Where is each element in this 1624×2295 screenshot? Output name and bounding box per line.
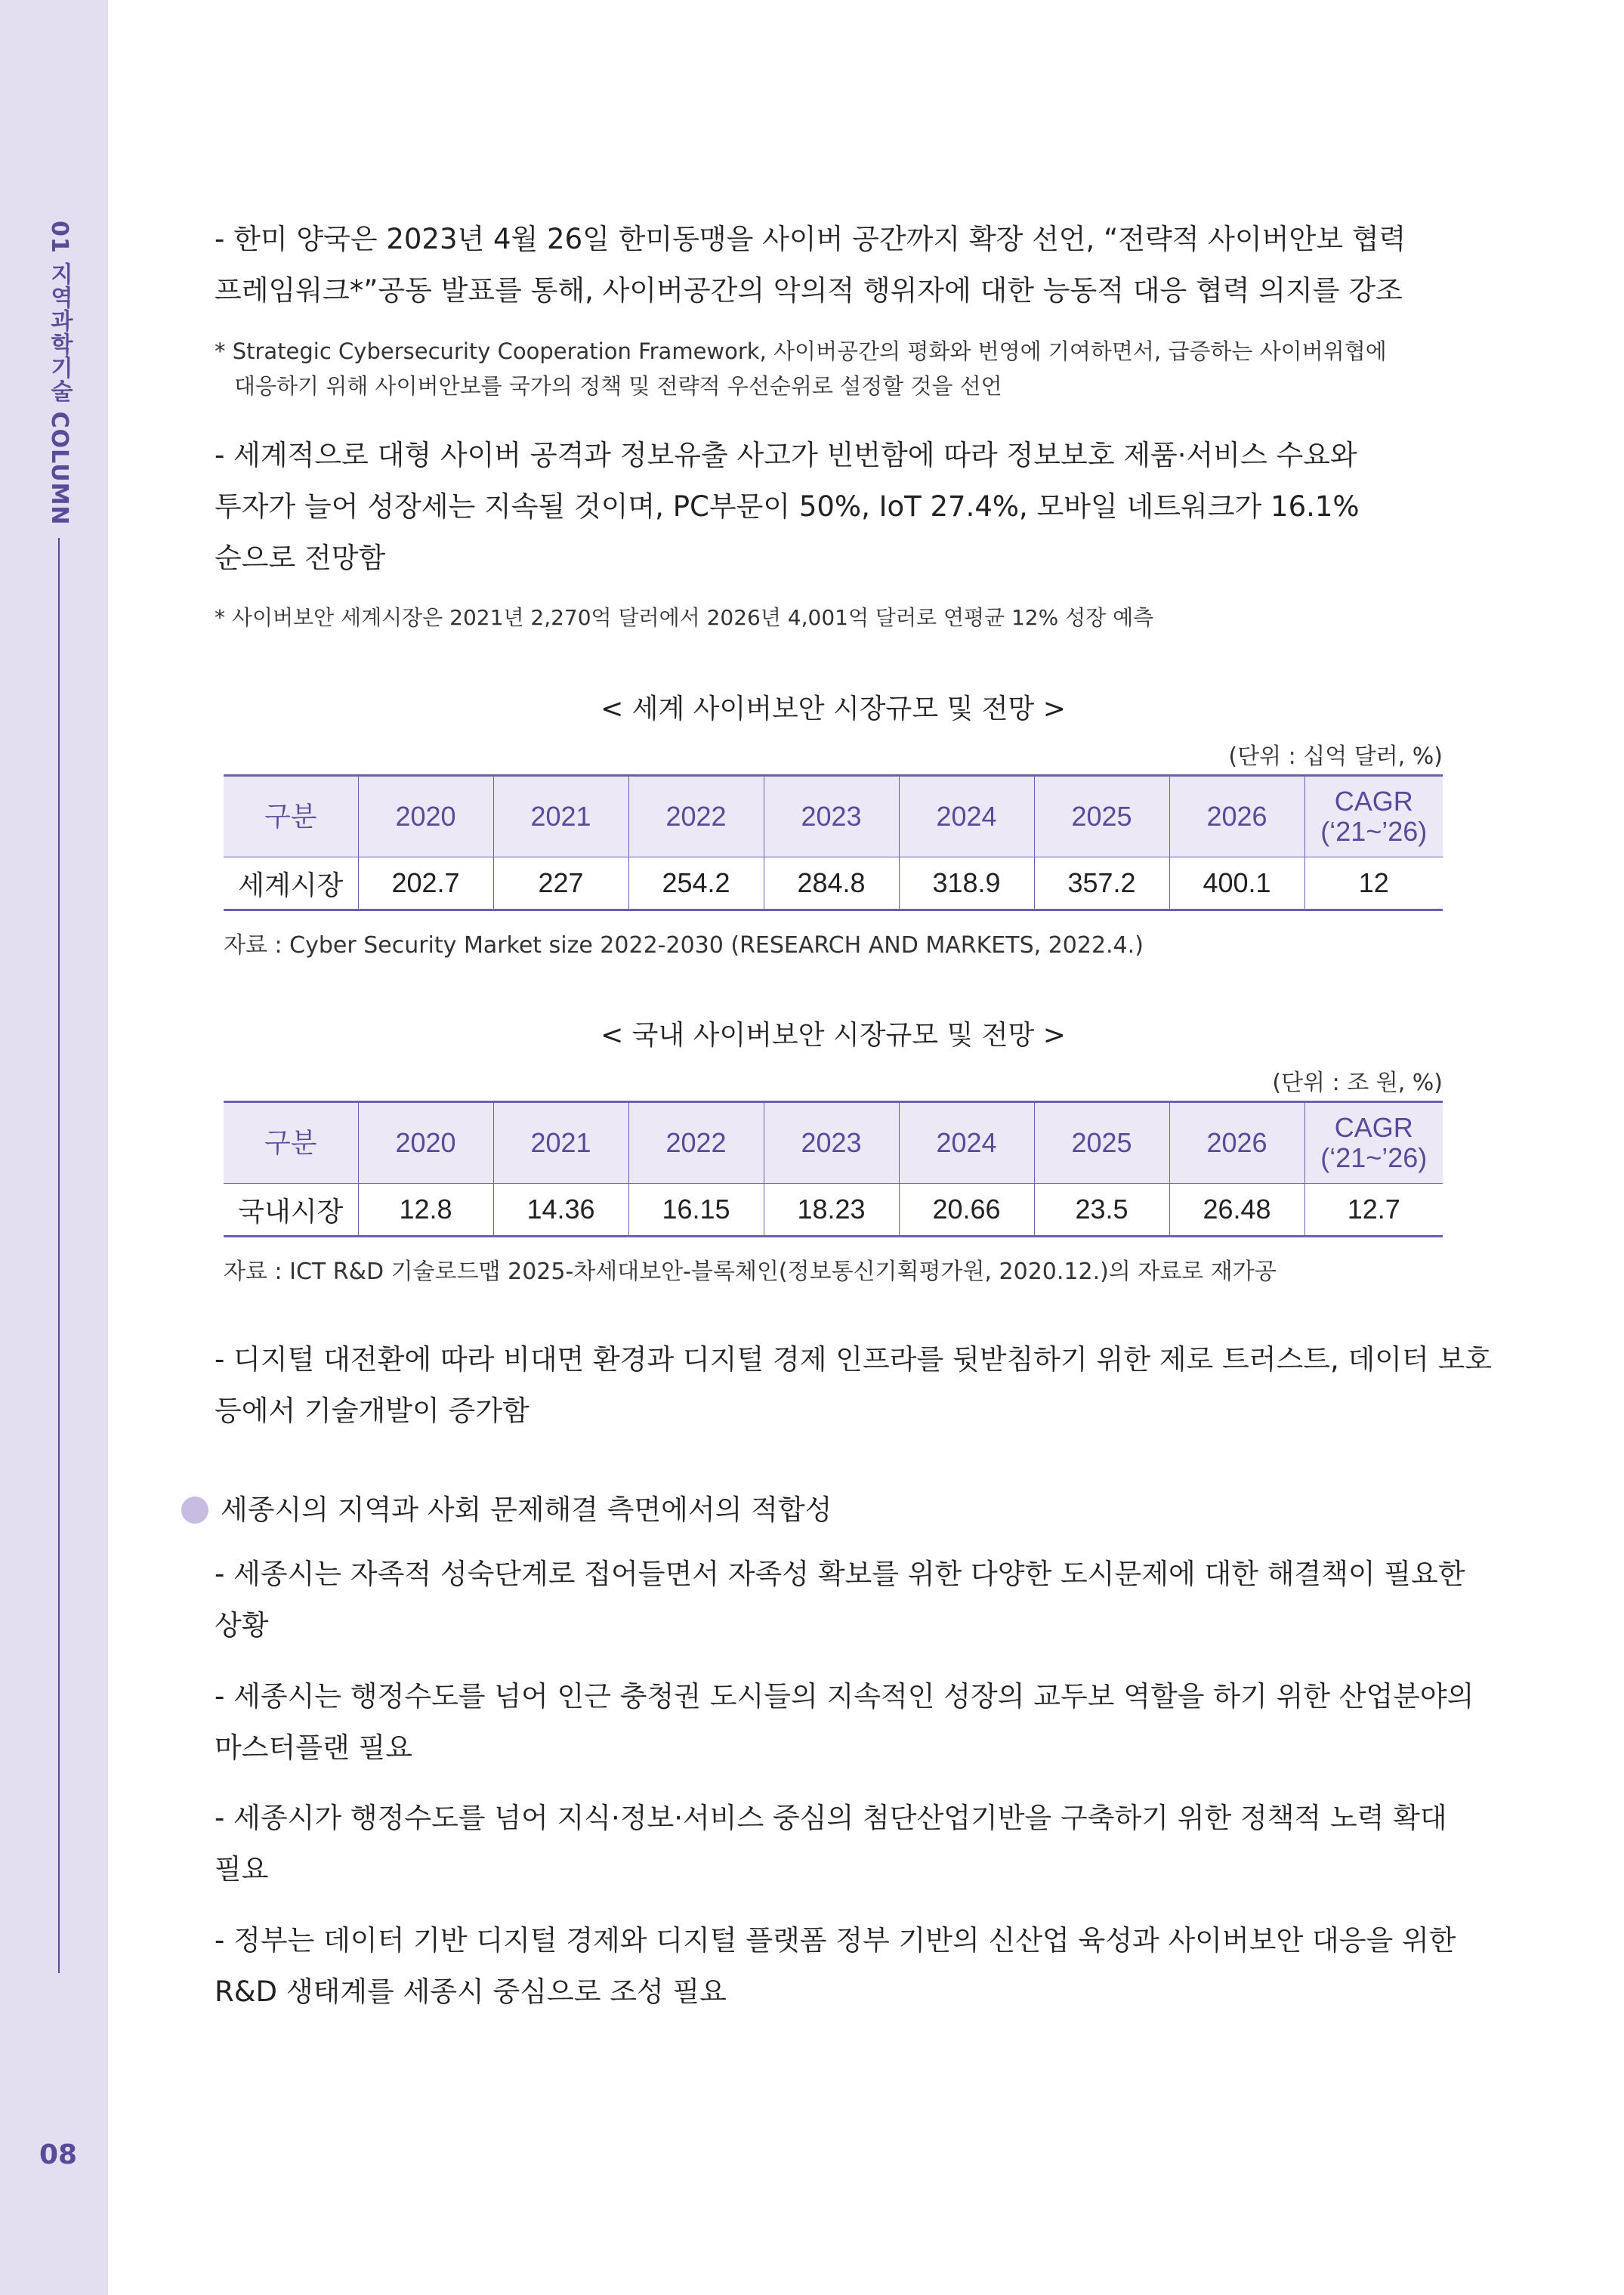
table-world-source: 자료 : Cyber Security Market size 2022-2030 (RESEARCH AND MARKETS, 2022.4.) (224, 932, 1144, 959)
header-category: 구분 (224, 776, 358, 857)
header-year: 2025 (1034, 776, 1169, 857)
cell-value: 12.8 (358, 1184, 493, 1237)
cell-value: 284.8 (764, 857, 899, 910)
cell-value: 26.48 (1169, 1184, 1304, 1237)
bullet-line: 순으로 전망함 (215, 542, 386, 574)
sidebar (0, 0, 108, 2295)
bullet-line: - 한미 양국은 2023년 4월 26일 한미동맹을 사이버 공간까지 확장 선언, “전략적 사이버안보 협력 (215, 223, 1406, 255)
table-header-row (224, 776, 1443, 857)
bullet-line: R&D 생태계를 세종시 중심으로 조성 필요 (215, 1975, 727, 2008)
table-row (224, 1184, 1443, 1237)
table-domestic-title: < 국내 사이버보안 시장규모 및 전망 > (601, 1020, 1066, 1051)
header-year: 2024 (899, 776, 1034, 857)
bullet-line: - 디지털 대전환에 따라 비대면 환경과 디지털 경제 인프라를 뒷받침하기 위한 제로 트러스트, 데이터 보호 (215, 1343, 1492, 1376)
cell-value: 227 (493, 857, 628, 910)
cell-cagr: 12 (1304, 857, 1443, 910)
header-cagr (1304, 1102, 1443, 1184)
header-year: 2026 (1169, 776, 1304, 857)
footnote-line: 대응하기 위해 사이버안보를 국가의 정책 및 전략적 우선순위로 설정할 것을 선언 (234, 373, 1002, 399)
bullet-sejong-high-tech (215, 1793, 1468, 1895)
cell-cagr: 12.7 (1304, 1184, 1443, 1237)
header-year: 2023 (764, 776, 899, 857)
header-year: 2022 (628, 776, 764, 857)
bullet-government-rnd (215, 1915, 1468, 2018)
cell-value: 357.2 (1034, 857, 1169, 910)
header-cagr-period: (‘21~’26) (1320, 816, 1428, 847)
header-year: 2020 (358, 776, 493, 857)
bullet-us-korea-cyber-alliance (215, 214, 1468, 317)
bullet-line: - 세종시는 행정수도를 넘어 인근 충청권 도시들의 지속적인 성장의 교두보 역할을 하기 위한 산업분야의 (215, 1680, 1474, 1713)
cell-value: 318.9 (899, 857, 1034, 910)
header-year: 2024 (899, 1102, 1034, 1184)
footnote-global-market: * 사이버보안 세계시장은 2021년 2,270억 달러에서 2026년 4,001억 달러로 연평균 12% 성장 예측 (215, 605, 1154, 630)
header-cagr-label: CAGR (1334, 1112, 1413, 1143)
bullet-line: 프레임워크*”공동 발표를 통해, 사이버공간의 악의적 행위자에 대한 능동적 대응 협력 의지를 강조 (215, 274, 1403, 307)
header-category: 구분 (224, 1102, 358, 1184)
header-year: 2022 (628, 1102, 764, 1184)
section-heading-text: 세종시의 지역과 사회 문제해결 측면에서의 적합성 (221, 1493, 832, 1526)
bullet-line: 상황 (215, 1609, 269, 1642)
table-world-unit: (단위 : 십억 달러, %) (1228, 743, 1443, 770)
header-year: 2021 (493, 776, 628, 857)
header-year: 2023 (764, 1102, 899, 1184)
bullet-line: - 세종시는 자족적 성숙단계로 접어들면서 자족성 확보를 위한 다양한 도시문제에 대한 해결책이 필요한 (215, 1558, 1465, 1590)
bullet-line: - 세계적으로 대형 사이버 공격과 정보유출 사고가 빈번함에 따라 정보보호 제품·서비스 수요와 (215, 439, 1357, 471)
bullet-digital-transformation (215, 1334, 1492, 1437)
cell-value: 18.23 (764, 1184, 899, 1237)
bullet-line: - 정부는 데이터 기반 디지털 경제와 디지털 플랫폼 정부 기반의 신산업 육성과 사이버보안 대응을 위한 (215, 1924, 1456, 1957)
cell-value: 202.7 (358, 857, 493, 910)
footnote-framework (215, 334, 1446, 403)
bullet-line: 마스터플랜 필요 (215, 1731, 412, 1764)
bullet-dot-icon (181, 1497, 208, 1524)
row-label: 세계시장 (224, 857, 358, 910)
row-label: 국내시장 (224, 1184, 358, 1237)
bullet-line: 투자가 늘어 성장세는 지속될 것이며, PC부문이 50%, IoT 27.4%, 모바일 네트워크가 16.1% (215, 490, 1360, 523)
header-year: 2020 (358, 1102, 493, 1184)
header-cagr (1304, 776, 1443, 857)
bullet-line: 필요 (215, 1853, 269, 1886)
footnote-line: * Strategic Cybersecurity Cooperation Framework, 사이버공간의 평화와 번영에 기여하면서, 급증하는 사이버위협에 (215, 338, 1387, 364)
cell-value: 16.15 (628, 1184, 764, 1237)
sidebar-divider (58, 538, 60, 1973)
table-domestic-unit: (단위 : 조 원, %) (1272, 1070, 1443, 1096)
page-number: 08 (39, 2139, 78, 2170)
header-cagr-label: CAGR (1334, 786, 1413, 817)
table-domestic-source: 자료 : ICT R&D 기술로드맵 2025-차세대보안-블록체인(정보통신기획평가원, 2020.12.)의 자료로 재가공 (224, 1259, 1277, 1285)
table-world-market (224, 774, 1443, 911)
section-heading-sejong (181, 1487, 832, 1527)
sidebar-column-title: 01 지역과학기술 COLUMN (46, 221, 73, 526)
table-domestic-market (224, 1101, 1443, 1237)
bullet-line: 등에서 기술개발이 증가함 (215, 1395, 529, 1427)
cell-value: 14.36 (493, 1184, 628, 1237)
table-row (224, 857, 1443, 910)
bullet-sejong-masterplan (215, 1671, 1474, 1774)
cell-value: 400.1 (1169, 857, 1304, 910)
cell-value: 23.5 (1034, 1184, 1169, 1237)
header-cagr-period: (‘21~’26) (1320, 1142, 1428, 1173)
cell-value: 20.66 (899, 1184, 1034, 1237)
bullet-sejong-self-sufficiency (215, 1549, 1468, 1651)
table-header-row (224, 1102, 1443, 1184)
header-year: 2026 (1169, 1102, 1304, 1184)
bullet-line: - 세종시가 행정수도를 넘어 지식·정보·서비스 중심의 첨단산업기반을 구축하기 위한 정책적 노력 확대 (215, 1802, 1447, 1834)
cell-value: 254.2 (628, 857, 764, 910)
header-year: 2025 (1034, 1102, 1169, 1184)
bullet-global-cyber-demand (215, 430, 1468, 584)
header-year: 2021 (493, 1102, 628, 1184)
table-world-title: < 세계 사이버보안 시장규모 및 전망 > (601, 693, 1066, 724)
